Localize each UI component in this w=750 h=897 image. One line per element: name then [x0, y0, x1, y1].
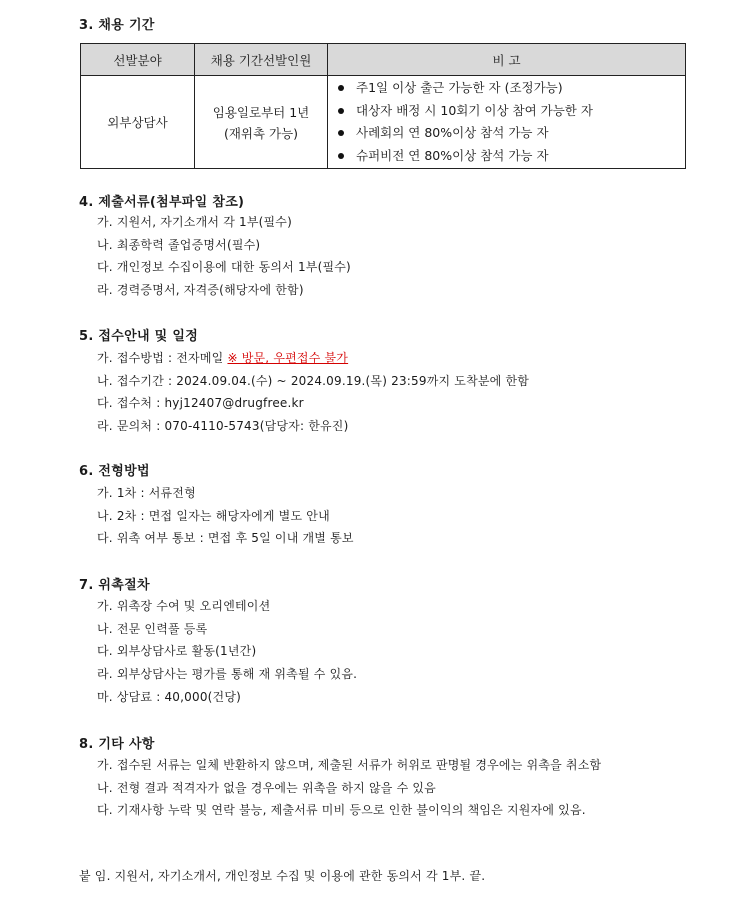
note-text: 대상자 배정 시 10회기 이상 참여 가능한 자 [356, 102, 593, 118]
list-item: 다. 외부상담사로 활동(1년간) [97, 644, 257, 658]
period-line-1: 임용일로부터 1년 [212, 104, 310, 120]
list-item: 라. 경력증명서, 자격증(해당자에 한함) [97, 283, 304, 297]
cell-field: 외부상담사 [81, 76, 195, 169]
section-5-title: 5. 접수안내 및 일정 [79, 329, 199, 344]
section-7-title: 7. 위촉절차 [79, 578, 150, 593]
section-6-title: 6. 전형방법 [79, 464, 150, 479]
note-text: 주1일 이상 출근 가능한 자 (조정가능) [356, 80, 563, 95]
method-text: 가. 접수방법 : 전자메일 [97, 351, 228, 365]
list-item [336, 122, 685, 145]
list-item: 라. 문의처 : 070-4110-5743(담당자: 한유진) [97, 419, 349, 433]
notes-list [336, 77, 685, 167]
bullet-icon [338, 85, 344, 91]
list-item: 나. 2차 : 면접 일자는 해당자에게 별도 안내 [97, 509, 330, 523]
table-row [81, 76, 686, 169]
list-item [336, 145, 685, 168]
cell-notes [328, 76, 686, 169]
header-period: 채용 기간선발인원 [195, 44, 328, 76]
list-item: 가. 1차 : 서류전형 [97, 486, 196, 500]
bullet-icon [338, 153, 344, 159]
list-item: 다. 개인정보 수집이용에 대한 동의서 1부(필수) [97, 260, 351, 274]
header-notes: 비 고 [328, 44, 686, 76]
attachment-note: 붙 임. 지원서, 자기소개서, 개인정보 수집 및 이용에 관한 동의서 각 1부. 끝. [79, 869, 486, 883]
list-item: 다. 접수처 : hyj12407@drugfree.kr [97, 396, 304, 410]
bullet-icon [338, 108, 344, 114]
list-item: 가. 위촉장 수여 및 오리엔테이션 [97, 599, 271, 613]
list-item: 가. 접수된 서류는 일체 반환하지 않으며, 제출된 서류가 허위로 판명될 경우에는 위촉을 취소함 [97, 758, 602, 772]
note-text: 사례회의 연 80%이상 참석 가능 자 [356, 125, 549, 140]
section-3-title: 3. 채용 기간 [79, 18, 155, 33]
list-item [97, 349, 348, 366]
list-item: 나. 전문 인력풀 등록 [97, 622, 208, 636]
table-header-row [81, 44, 686, 76]
list-item: 나. 전형 결과 적격자가 없을 경우에는 위촉을 하지 않을 수 있음 [97, 781, 436, 795]
list-item: 나. 접수기간 : 2024.09.04.(수) ~ 2024.09.19.(목) 23:59까지 도착분에 한함 [97, 374, 530, 388]
bullet-icon [338, 130, 344, 136]
list-item: 다. 기재사항 누락 및 연락 불능, 제출서류 미비 등으로 인한 불이익의 책임은 지원자에 있음. [97, 803, 586, 817]
header-field: 선발분야 [81, 44, 195, 76]
list-item: 마. 상담료 : 40,000(건당) [97, 690, 242, 704]
section-4-title: 4. 제출서류(첨부파일 참조) [79, 195, 245, 210]
note-text: 슈퍼비전 연 80%이상 참석 가능 자 [356, 147, 549, 163]
recruitment-period-table [80, 43, 686, 169]
list-item [336, 100, 685, 123]
list-item [336, 77, 685, 100]
list-item: 라. 외부상담사는 평가를 통해 재 위촉될 수 있음. [97, 667, 358, 681]
list-item: 가. 지원서, 자기소개서 각 1부(필수) [97, 215, 292, 229]
method-warning: ※ 방문, 우편접수 불가 [227, 351, 349, 365]
period-line-2: (재위촉 가능) [223, 125, 299, 141]
list-item: 다. 위촉 여부 통보 : 면접 후 5일 이내 개별 통보 [97, 531, 354, 545]
list-item: 나. 최종학력 졸업증명서(필수) [97, 238, 261, 252]
section-8-title: 8. 기타 사항 [79, 737, 155, 752]
cell-period [195, 76, 328, 169]
